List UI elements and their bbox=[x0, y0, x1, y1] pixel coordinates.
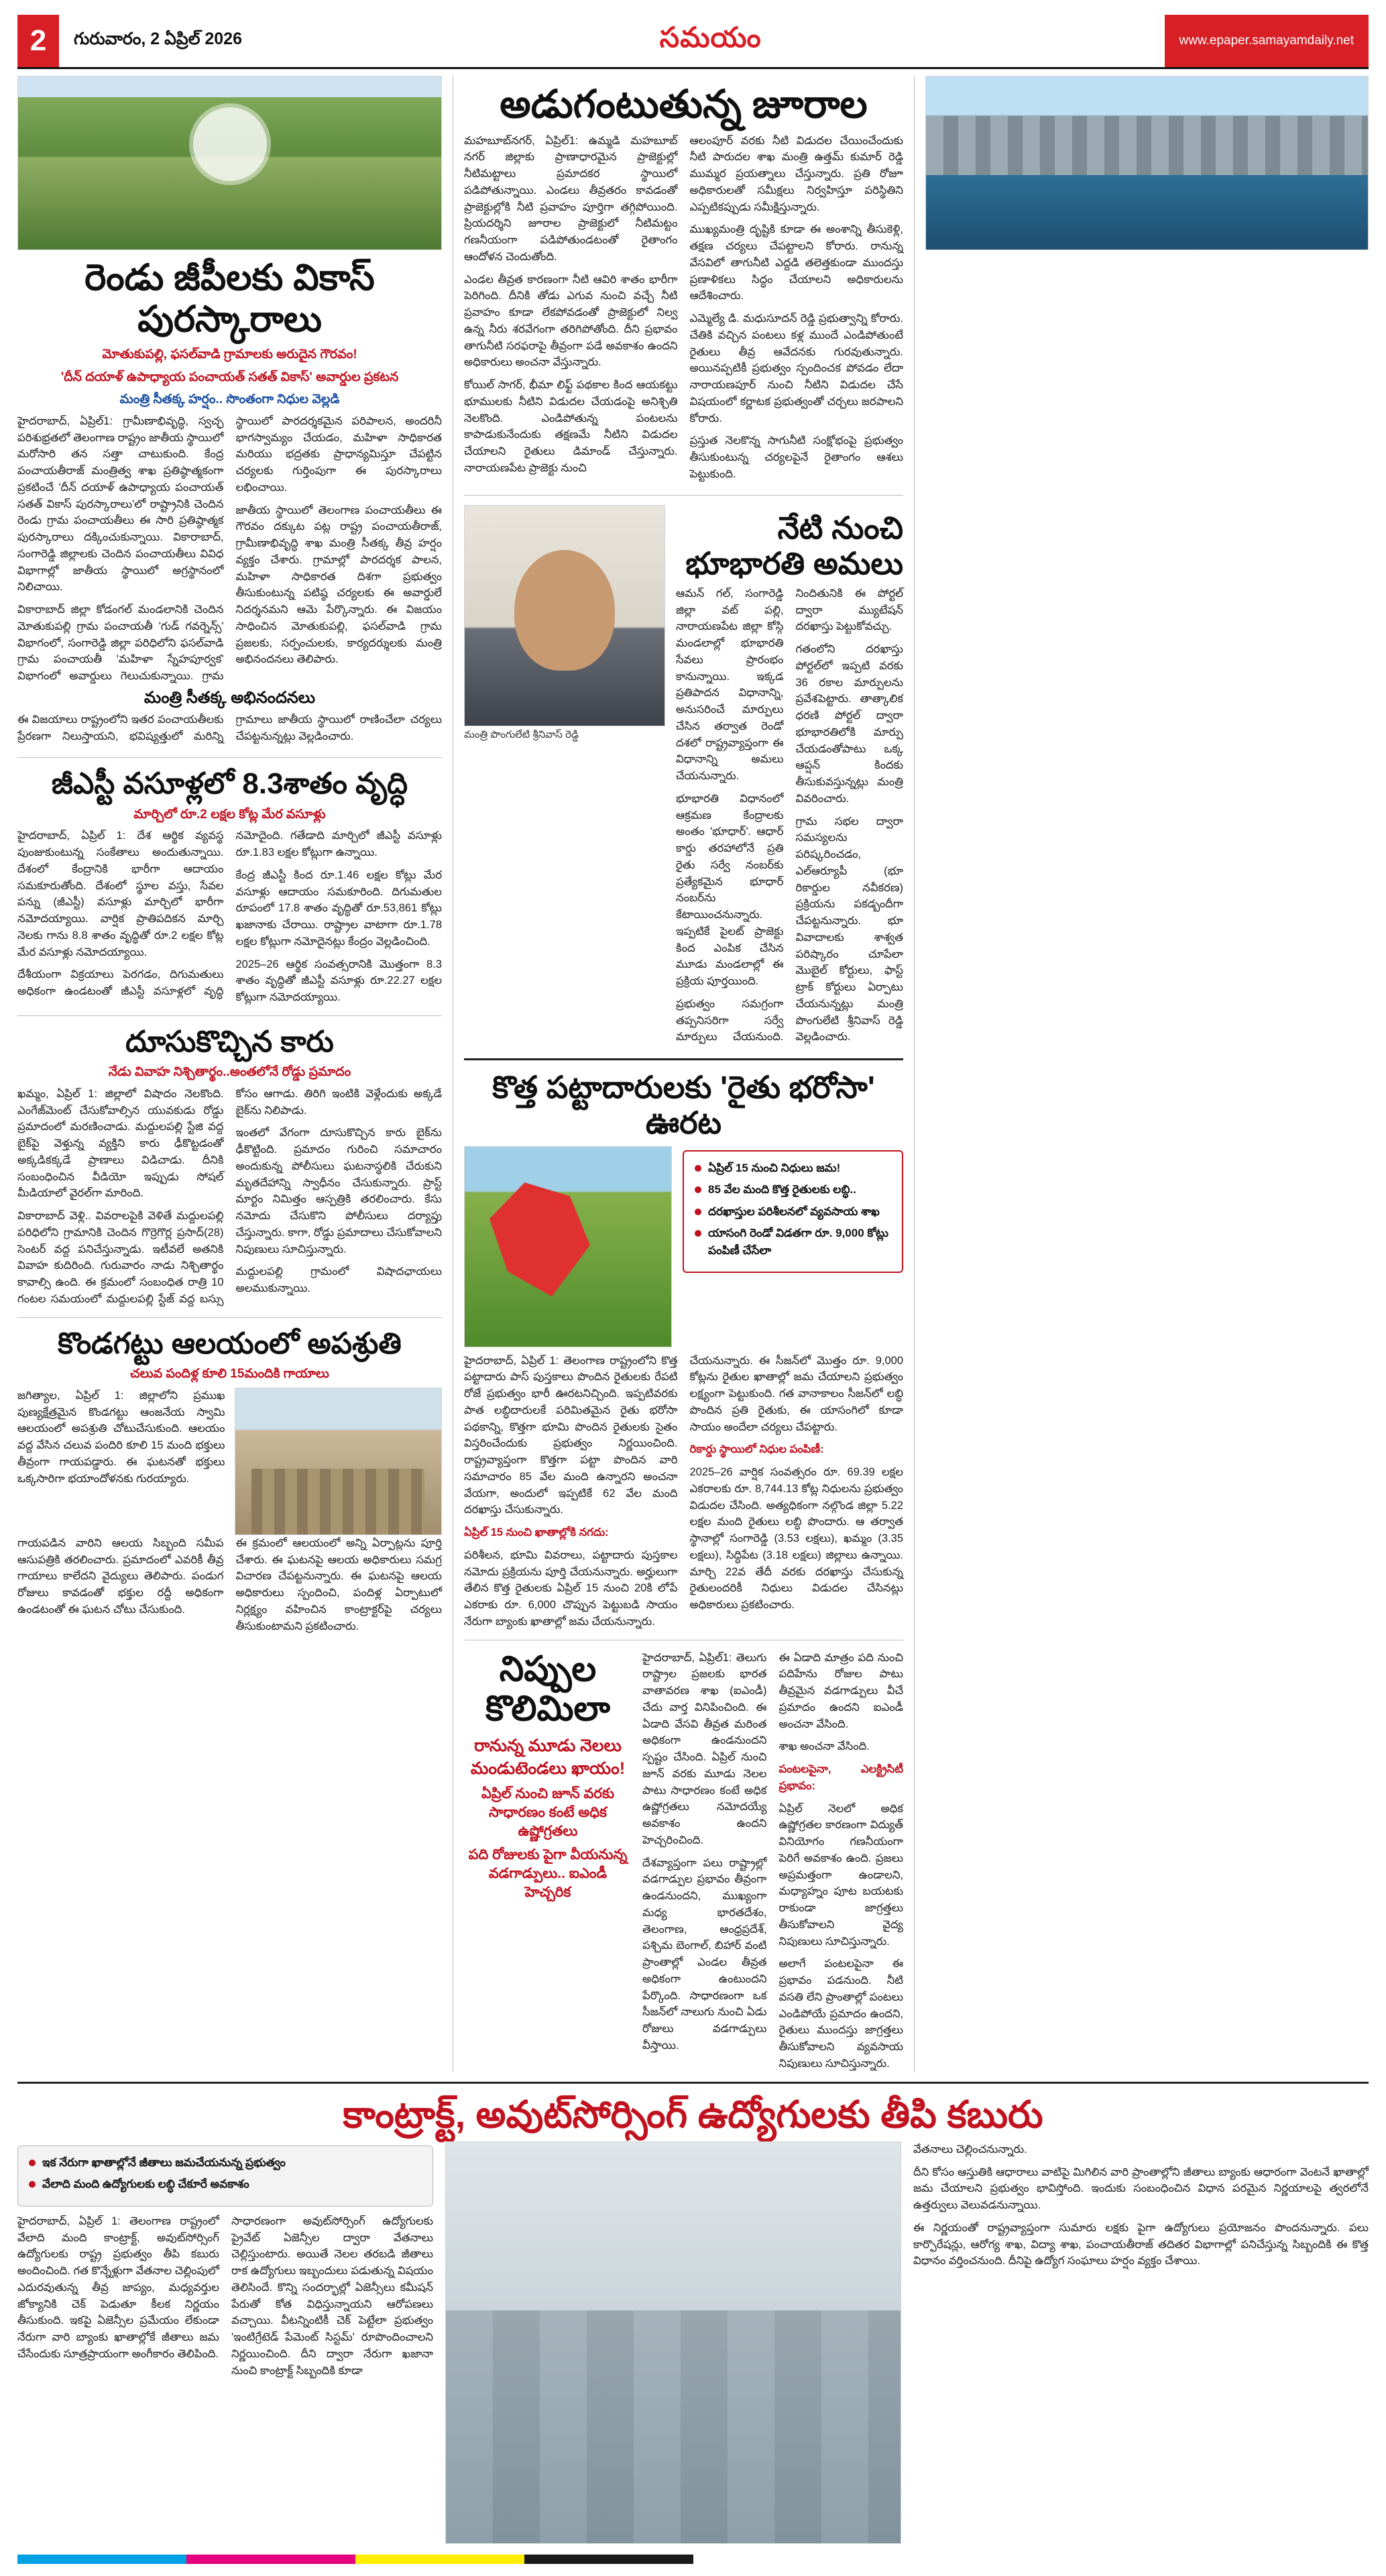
paragraph: గాయపడిన వారిని ఆలయ సిబ్బంది సమీప ఆసుపత్రికి తరలించారు. ప్రమాదంలో ఎవరికీ తీవ్ర గాయాలు కాలేదని వైద్యులు తెలిపారు. పండుగ రోజులు కావడంతో భక్తుల రద్దీ అధికంగా ఉండటంతో ఈ ఘటన చోటు చేసుకుంది. bbox=[17, 1536, 224, 1616]
story-body-contract-left bbox=[17, 2213, 433, 2379]
story-deck-3: పది రోజులకు పైగా వీయనున్న వడగాడ్పులు.. ఐఎండీ హెచ్చరిక bbox=[468, 1846, 628, 1901]
bullet-item: దరఖాస్తుల పరిశీలనలో వ్యవసాయ శాఖ bbox=[693, 1203, 892, 1221]
bullet-item: ఇక నేరుగా ఖాతాల్లోనే జీతాలు జమచేయనున్న ప్రభుత్వం bbox=[27, 2154, 423, 2172]
paragraph: వేతనాలు చెల్లించనున్నారు. bbox=[913, 2143, 1027, 2155]
color-registration-strip bbox=[17, 2555, 1369, 2564]
paragraph: కోయిల్ సాగర్, భీమా లిఫ్ట్ పథకాల కింద ఆయకట్టు భూములకు నీటిని విడుదల చేయడంపై అనిశ్చితి నెలకొంది. ఎండిపోతున్న పంటలను కాపాడుకునేందుకు తక్షణమే నీటిని విడుదల చేయాలని రైతులు డిమాండ్ చేస్తున్నారు. నారాయణపేట ప్రాజెక్టు నుంచి bbox=[464, 379, 678, 474]
story-headline-bhubharati: నేటి నుంచి భూభారతి అమలు bbox=[685, 510, 903, 581]
story-body-rythubharosa bbox=[464, 1353, 903, 1630]
paragraph: ఎండల తీవ్రత కారణంగా నీటి ఆవిరి శాతం భారీగా పెరిగింది. దీనికి తోడు ఎగువ నుంచి వచ్చే నీటి ప్రవాహం కూడా లేకపోవడంతో ప్రాజెక్టులో నిల్వ ఉన్న నీరు శరవేగంగా తరిగిపోతోంది. దీని ప్రభావం తాగునీటి సరఫరాపై తీవ్రంగా పడే అవకాశం ఉందని అధికారులు అంచనా వేస్తున్నారు. bbox=[464, 273, 678, 369]
paragraph: ఆమన్ గల్, సంగారెడ్డి జిల్లా వట్ పల్లి, నారాయణపేట జిల్లా కోస్గి మండలాల్లో భూభారతి సేవలు ప్రారంభం కానున్నాయి. ఇక్కడ ప్రతిపాదన విధానాన్ని, అనుసరించే మార్పులు చేసిన తర్వాత రెండో దశలో రాష్ట్రవ్యాప్తంగా ఈ విధానాన్ని అమలు చేయనున్నారు. bbox=[676, 587, 784, 783]
paragraph: హైదరాబాద్, ఏప్రిల్1: తెలుగు రాష్ట్రాల ప్రజలకు భారత వాతావరణ శాఖ (ఐఎండీ) చేదు వార్త వినిపించింది. ఈ ఏడాది వేసవి తీవ్రత మరింత అధికంగా ఉండనుందని స్పష్టం చేసింది. ఏప్రిల్ నుంచి జూన్ వరకు మూడు నెలల పాటు సాధారణం కంటే అధిక ఉష్ణోగ్రతలు నమోదయ్యే అవకాశం ఉందని హెచ్చరించింది. bbox=[642, 1651, 767, 1846]
paragraph: 2025–26 వార్షిక సంవత్సరం రూ. 69.39 లక్షల ఎకరాలకు రూ. 8,744.13 కోట్ల నిధులను ప్రభుత్వం విడుదల చేసింది. అత్యధికంగా నల్గొండ జిల్లా 5.22 లక్షల మంది రైతులు లబ్ధి పొందారు. ఆ తర్వాత స్థానాల్లో సంగారెడ్డి (3.53 లక్షలు), ఖమ్మం (3.35 లక్షలు), సిద్ధిపేట (3.18 లక్షలు) జిల్లాలు ఉన్నాయి. మార్చి 22వ తేదీ వరకు దరఖాస్తు చేసుకున్న రైతులందరికీ నిధులు విడుదల చేసినట్లు అధికారులు ప్రకటించారు. bbox=[689, 1466, 903, 1611]
page-body bbox=[17, 76, 1369, 2072]
column-left bbox=[17, 76, 453, 2072]
story-body-gp-awards bbox=[17, 413, 442, 685]
story-subhead-temple: చలువ పందిళ్ల కూలి 15మందికి గాయాలు bbox=[130, 1367, 329, 1382]
story-body-jurala bbox=[464, 133, 903, 486]
story-body-temple-cont bbox=[17, 1535, 442, 1635]
paragraph: ప్రస్తుత నెలకొన్న సాగునీటి సంక్షోభంపై ప్రభుత్వం తీసుకుంటున్న చర్యలపైనే రైతాంగం ఆశలు పెట్టుకుంది. bbox=[689, 435, 903, 480]
paragraph: ఈ నిర్ణయంతో రాష్ట్రవ్యాప్తంగా సుమారు లక్షకు పైగా ఉద్యోగులు ప్రయోజనం పొందనున్నారు. పలు కార్పొరేషన్లు, ఆరోగ్య శాఖ, విద్యా శాఖ, పంచాయతీరాజ్ తదితర విభాగాల్లో పనిచేస్తున్న సిబ్బందికి ఈ కొత్త విధానం వర్తించనుంది. దీనిపై ఉద్యోగ సంఘాలు హర్షం వ్యక్తం చేశాయి. bbox=[913, 2221, 1369, 2267]
story-body-gst bbox=[17, 828, 442, 1006]
paragraph: దేశీయంగా విక్రయాలు పెరగడం, దిగుమతులు అధికంగా ఉండటంతో జీఎస్టీ వసూళ్లలో వృద్ధి నమోదైంది. గతేడాది మార్చిలో జీఎస్టీ వసూళ్లు రూ.1.83 లక్షల కోట్లుగా ఉన్నాయి. bbox=[17, 830, 442, 998]
paragraph: ఈ ఏడాది మాత్రం పది నుంచి పదిహేను రోజుల పాటు తీవ్రమైన వడగాడ్పులు వీచే ప్రమాదం ఉందని ఐఎండీ అంచనా వేసింది. bbox=[778, 1651, 903, 1730]
paragraph: అలాగే పంటలపైనా ఈ ప్రభావం పడనుంది. నీటి వసతి లేని ప్రాంతాల్లో పంటలు ఎండిపోయే ప్రమాదం ఉందని, రైతులు ముందస్తు జాగ్రత్తలు తీసుకోవాలని వ్యవసాయ నిపుణులు సూచిస్తున్నారు. bbox=[778, 1958, 903, 2070]
farmers-map-photo bbox=[464, 1146, 672, 1347]
column-right bbox=[915, 76, 1369, 2072]
paragraph: ఈ క్రమంలో ఆలయంలో అన్ని ఏర్పాట్లను పూర్తి చేశారు. ఈ ఘటనపై ఆలయ అధికారులు సమగ్ర విచారణ చేపట్టనున్నారు. ఈ ఘటనపై ఆలయ అధికారులు స్పందించి, పందిళ్ల ఏర్పాటులో నిర్లక్ష్యం వహించిన కాంట్రాక్టర్‌పై చర్యలు తీసుకుంటామని ప్రకటించారు. bbox=[235, 1536, 442, 1632]
story-subhead-gst: మార్చిలో రూ.2 లక్షల కోట్ల మేర వసూళ్లు bbox=[133, 807, 326, 822]
paragraph: ఏప్రిల్ నెలలో అధిక ఉష్ణోగ్రతల కారణంగా విద్యుత్ వినియోగం గణనీయంగా పెరిగే అవకాశం ఉంది. ప్రజలు అప్రమత్తంగా ఉండాలని, మధ్యాహ్నం పూట బయటకు రాకుండా జాగ్రత్తలు తీసుకోవాలని వైద్య నిపుణులు సూచిస్తున్నారు. bbox=[778, 1802, 903, 1948]
story-headline-gp-awards: రెండు జీపీలకు వికాస్ పురస్కారాలు bbox=[84, 258, 375, 340]
photo-caption: మంత్రి పొంగులేటి శ్రీనివాస్ రెడ్డి bbox=[464, 729, 579, 741]
story-headline-jurala: అడుగంటుతున్న జూరాల bbox=[500, 82, 868, 126]
paragraph: 2025–26 ఆర్థిక సంవత్సరానికి మొత్తంగా 8.3 శాతం వృద్ధితో జీఎస్టీ వసూళ్లు రూ.22.27 లక్షల కోట్లుగా నమోదయ్యాయి. bbox=[235, 958, 442, 1004]
paragraph: సాధారణంగా అవుట్‌సోర్సింగ్ ఉద్యోగులకు ప్రైవేట్ ఏజెన్సీల ద్వారా వేతనాలు చెల్లిస్తుంటారు. అయితే నెలల తరబడి జీతాలు రాక ఉద్యోగులు ఇబ్బందులు పడుతున్న విషయం తెలిసిందే. కొన్ని సందర్భాల్లో ఏజెన్సీలు కమీషన్ పేరుతో కోత విధిస్తున్నాయని ఆరోపణలు వచ్చాయి. వీటన్నింటికీ చెక్ పెట్టేలా ప్రభుత్వం 'ఇంటిగ్రేటెడ్ పేమెంట్ సిస్టమ్' రూపొందించాలని నిర్ణయించింది. దీని ద్వారా నేరుగా ఖజానా నుంచి కాంట్రాక్ట్ సిబ్బందికి కూడా bbox=[231, 2215, 433, 2377]
paragraph: మద్దులపల్లి గ్రామంలో విషాదఛాయలు అలముకున్నాయి. bbox=[235, 1266, 442, 1295]
paragraph: ఈ విజయాలు రాష్ట్రంలోని ఇతర పంచాయతీలకు ప్రేరణగా నిలుస్తాయని, భవిష్యత్తులో మరిన్ని గ్రామాలు జాతీయ స్థాయిలో రాణించేలా చర్యలు చేపట్టనున్నట్లు వెల్లడించారు. bbox=[17, 714, 442, 742]
paragraph: హైదరాబాద్, ఏప్రిల్ 1: దేశ ఆర్థిక వ్యవస్థ పుంజుకుంటున్న సంకేతాలు అందుతున్నాయి. దేశంలో కేంద్రానికి భారీగా ఆదాయం సమకూరుతోంది. దేశంలో స్థూల వస్తు, సేవల పన్ను (జీఎస్టీ) వసూళ్లు మార్చిలో భారీగా నమోదయ్యాయి. వార్షిక ప్రాతిపదికన మార్చి నెలకు గాను 8.8 శాతం వృద్ధితో రూ.2 లక్షల కోట్ల మేర వసూళ్లు నమోదయ్యాయి. bbox=[17, 830, 224, 958]
highlights-box-rythubharosa bbox=[683, 1150, 903, 1274]
office-workers-photo bbox=[445, 2141, 901, 2544]
paragraph: పరిశీలన, భూమి వివరాలు, పట్టాదారు పుస్తకాల నమోదు ప్రక్రియను పూర్తి చేయనున్నారు. అర్హులుగా తేలిన కొత్త రైతులకు ఏప్రిల్ 15 నుంచి 20కి లోపే ఎకరాకు రూ. 6,000 చొప్పున పెట్టుబడి సాయం నేరుగా బ్యాంకు ఖాతాల్లో జమ చేయనున్నారు. bbox=[464, 1549, 678, 1628]
newspaper-page bbox=[0, 15, 1386, 2576]
story-deck-1: రానున్న మూడు నెలలు మండుటెండలు ఖాయం! bbox=[470, 1736, 626, 1778]
paragraph: హైదరాబాద్, ఏప్రిల్ 1: తెలంగాణ రాష్ట్రంలోని కొత్త పట్టాదారు పాస్ పుస్తకాలు పొందిన రైతులకు రేపటి రోజే ప్రభుత్వం భారీ ఊరటనిచ్చింది. ఇప్పటివరకు పాత లబ్ధిదారులకే పరిమితమైన రైతు భరోసా పథకాన్ని, కొత్తగా భూమి పొందిన రైతులకు సైతం విస్తరించేందుకు ప్రభుత్వం నిర్ణయించింది. రాష్ట్రవ్యాప్తంగా కొత్తగా పట్టా పొందిన వారి సమాచారం 85 వేల మంది ఉన్నారని అంచనా వేయగా, అందులో ఇప్పటికే 62 వేల మంది దరఖాస్తు చేసుకున్నారు. bbox=[464, 1354, 678, 1516]
story-deck-2: ఏప్రిల్ నుంచి జూన్ వరకు సాధారణం కంటే అధిక ఉష్ణోగ్రతలు bbox=[481, 1785, 615, 1840]
bullet-item: ఏప్రిల్ 15 నుంచి నిధులు జమ! bbox=[693, 1160, 892, 1177]
story-subhead-car: నేడు వివాహ నిశ్చితార్థం..అంతలోనే రోడ్డు ప్రమాదం bbox=[108, 1065, 351, 1080]
paragraph: ఇంతలో వేగంగా దూసుకొచ్చిన కారు బైక్‌ను ఢీకొట్టింది. ప్రమాదం గురించి సమాచారం అందుకున్న పోలీసులు ఘటనాస్థలికి చేరుకుని మృతదేహాన్ని స్వాధీనం చేసుకున్నారు. ప్రాస్ట్ మార్టం నిమిత్తం ఆస్పత్రికి తరలించారు. కేసు నమోదు చేసుకొని పోలీసులు దర్యాప్తు చేస్తున్నారు. కాగా, రోడ్డు ప్రమాదాలు చేసుకోవాలని నిపుణులు సూచిస్తున్నారు. bbox=[235, 1127, 442, 1255]
highlights-box-contract bbox=[17, 2145, 433, 2206]
story-headline-rythubharosa: కొత్త పట్టాదారులకు 'రైతు భరోసా' ఊరట bbox=[492, 1069, 875, 1140]
publication-title: సమయం bbox=[659, 21, 762, 53]
paragraph: జాతీయ స్థాయిలో తెలంగాణ పంచాయతీలు ఈ గౌరవం దక్కుట పట్ల రాష్ట్ర పంచాయతీరాజ్, గ్రామీణాభివృద్ధి శాఖ మంత్రి సీతక్క తీవ్ర హర్షం వ్యక్తం చేశారు. గ్రామాల్లో పారదర్శక పాలన, మహిళా సాధికారత దిశగా ప్రభుత్వం తీసుకుంటున్న పటిష్ఠ చర్యలకు ఈ అవార్డులే నిదర్శనమని ఆమె పేర్కొన్నారు. ఈ విజయం సాధించిన మోతుకుపల్లి, ఫసల్‌వాడి గ్రామ ప్రజలకు, సర్పంచులకు, కార్యదర్శులకు మంత్రి అభినందనలు తెలిపారు. bbox=[235, 504, 442, 666]
paragraph: చేయనున్నారు. ఈ సీజన్‌లో మొత్తం రూ. 9,000 కోట్లను రైతుల ఖాతాల్లో జమ చేయాలని ప్రభుత్వం లక్ష్యంగా పెట్టుకుంది. గత వానాకాలం సీజన్‌లో లబ్ధి పొందిన ప్రతి రైతుకు, ఈ యాసంగిలో కూడా సాయం అందేలా చర్యలు చేపట్టారు. bbox=[689, 1354, 903, 1433]
paragraph: ఆలంపూర్ వరకు నీటి విడుదల చేయించేందుకు నీటి పారుదల శాఖ మంత్రి ఉత్తమ్ కుమార్ రెడ్డి ముమ్మర ప్రయత్నాలు చేస్తున్నారు. ప్రతి రోజూ అధికారులతో సమీక్షలు నిర్వహిస్తూ పరిస్థితిని ఎప్పటికప్పుడు సమీక్షిస్తున్నారు. bbox=[689, 134, 903, 213]
paragraph: భూభారతి విధానంలో ఆక్రమణ కేంద్రాలకు అంతం 'భూధార్'. ఆధార్ కార్డు తరహాలోనే ప్రతి రైతు సర్వే నంబర్‌కు ప్రత్యేకమైన భూధార్ నంబర్‌ను కేటాయించనున్నారు. ఇప్పటికే పైలట్ ప్రాజెక్టు కింద ఎంపిక చేసిన మూడు మండలాల్లో ఈ ప్రక్రియ పూర్తయింది. bbox=[676, 792, 784, 988]
paragraph: దీని కోసం ఆస్తుతికి ఆధారాలు వాటిపై మిగిలిన వారి ప్రాంతాల్లోని జీతాలు బ్యాంకు ఆధారంగా వెంటనే ఖాతాల్లో జమ చేయాలని ప్రభుత్వం భావిస్తోంది. ఇందుకు సంబంధించిన విధాన పరమైన నిర్ణయాలపై త్వరలోనే ఉత్తర్వులు వెలువడనున్నాయి. bbox=[913, 2166, 1369, 2212]
crosshead: పంటలపైనా, ఎలక్ట్రిసిటీ ప్రభావం: bbox=[778, 1763, 903, 1792]
bullet-item: 85 వేల మంది కొత్త రైతులకు లబ్ధి.. bbox=[693, 1181, 892, 1198]
story-headline-contract-jobs: కాంట్రాక్ట్, అవుట్‌సోర్సింగ్ ఉద్యోగులకు తీపి కబురు bbox=[343, 2092, 1043, 2135]
paragraph: ముఖ్యమంత్రి దృష్టికి కూడా ఈ అంశాన్ని తీసుకెళ్లి, తక్షణ చర్యలు చేపట్టాలని కోరారు. రానున్న వేసవిలో తాగునీటి ఎద్దడి తలెత్తకుండా ముందస్తు ప్రణాళికలు సిద్ధం చేయాలని అధికారులను ఆదేశించారు. bbox=[689, 223, 903, 302]
paragraph: వికారాబాద్ వెళ్లి.. వివరాలపైకి వెళితే మద్దులపల్లి పరిధిలోని గ్రామానికి చెందిన గొర్రెగొర్ల ప్రసాద్(28) సెంటర్ వద్ద పనిచేస్తున్నాడు. ఇటీవలే అతనికి వివాహ కుదిరింది. గురువారం నాడు నిశ్చితార్థం కావాల్సి ఉంది. ఈ క్రమంలో సంబంధిత రాత్రి 10 గంటల సమయంలో మద్దులపల్లి స్టేజ్ వద్ద బస్సు కోసం ఆగాడు. తిరిగి ఇంటికి వెళ్లేందుకు అక్కడే బైక్‌ను నిలిపాడు. bbox=[17, 1087, 442, 1305]
story-subhead-3: మంత్రి సీతక్క హర్షం.. సొంతంగా నిధుల వెల్లడి bbox=[119, 392, 340, 407]
paragraph: గ్రామ సభల ద్వారా సమస్యలను పరిష్కరించడం, ఎల్ఆర్యూపీ (భూ రికార్డుల నవీకరణ) ప్రక్రియను పకడ్బందీగా చేపట్టనున్నారు. భూ వివాదాలకు శాశ్వత పరిష్కారం చూపేలా మొబైల్ కోర్టులు, ఫాస్ట్ ట్రాక్ కోర్టులు ఏర్పాటు చేయనున్నట్లు మంత్రి పొంగులేటి శ్రీనివాస్ రెడ్డి వెల్లడించారు. bbox=[795, 815, 903, 1044]
bullet-item: వేలాది మంది ఉద్యోగులకు లబ్ధి చేకూరే అవకాశం bbox=[27, 2176, 423, 2193]
story-headline-temple: కొండగట్టు ఆలయంలో అపశ్రుతి bbox=[58, 1327, 402, 1360]
story-body-gp-awards-cont bbox=[17, 712, 442, 748]
story-subhead-1: మోతుకుపల్లి, ఫసల్‌వాడి గ్రామాలకు అరుదైన గౌరవం! bbox=[102, 347, 357, 362]
publication-date: గురువారం, 2 ఏప్రిల్ 2026 bbox=[74, 29, 242, 48]
village-aerial-photo bbox=[17, 76, 442, 250]
crosshead: ఏప్రిల్ 15 నుంచి ఖాతాల్లోకి నగదు: bbox=[464, 1526, 609, 1538]
paragraph: హైదరాబాద్, ఏప్రిల్1: గ్రామీణాభివృద్ధి, స్వచ్ఛ పరిశుభ్రతలో తెలంగాణ రాష్ట్రం జాతీయ స్థాయిలో మరోసారి తన సత్తా చాటుకుంది. కేంద్ర పంచాయతీరాజ్ మంత్రిత్వ శాఖ ప్రతిష్ఠాత్మకంగా ప్రకటించే 'దీన్ దయాళ్ ఉపాధ్యాయ పంచాయత్ సతత్ వికాస్ పురస్కారాలు'లో రాష్ట్రానికి చెందిన రెండు గ్రామ పంచాయతీలు ఈ సారి ప్రతిష్ఠాత్మక పురస్కారాలు దక్కించుకున్నాయి. వికారాబాద్, సంగారెడ్డి జిల్లాలకు చెందిన పంచాయతీలు వివిధ విభాగాల్లో జాతీయ స్థాయిలో అగ్రస్థానంలో నిలిచాయి. bbox=[17, 414, 224, 594]
paragraph: కేంద్ర జీఎస్టీ కింద రూ.1.46 లక్షల కోట్లు మేర వసూళ్లు ఆదాయం సమకూరింది. దిగుమతుల రూపంలో 17.8 శాతం వృద్ధితో రూ.53,861 కోట్లు ఖజానాకు చేరాయి. రాష్ట్రాల వాటాగా రూ.1.78 లక్షల కోట్లుగా నమోదైనట్లు కేంద్రం వెల్లడించింది. bbox=[235, 869, 442, 948]
paragraph: ఎమ్మెల్యే డి. మధుసూదన్ రెడ్డి ప్రభుత్వాన్ని కోరారు. చేతికి వచ్చిన పంటలు కళ్ల ముందే ఎండిపోతుంటే రైతులు తీవ్ర ఆవేదనకు గురవుతున్నారు. అయినప్పటికీ ప్రభుత్వం స్పందించక పోవడం లేదా నారాయణపూర్ నుంచి నీటిని విడుదల చేసే విషయంలో కర్ణాటక ప్రభుత్వంతో చర్చలు జరపాలని కోరారు. bbox=[689, 313, 903, 425]
temple-photo bbox=[235, 1388, 443, 1535]
story-body-car bbox=[17, 1086, 442, 1308]
story-headline-car: దూసుకొచ్చిన కారు bbox=[125, 1025, 334, 1058]
story-headline-gst: జీఎస్టీ వసూళ్లలో 8.3శాతం వృద్ధి bbox=[51, 767, 408, 801]
crosshead: రికార్డు స్థాయిలో నిధుల పంపిణీ: bbox=[689, 1443, 824, 1456]
paragraph: హైదరాబాద్, ఏప్రిల్ 1: తెలంగాణ రాష్ట్రంలో వేలాది మంది కాంట్రాక్ట్, అవుట్‌సోర్సింగ్ ఉద్యోగులకు రాష్ట్ర ప్రభుత్వం తీపి కబురు అందించింది. గత కొన్నేళ్లుగా వేతనాల చెల్లింపులో ఎదురవుతున్న తీవ్ర జాప్యం, మధ్యవర్తుల జోక్యానికి చెక్ పెడుతూ కీలక నిర్ణయం తీసుకుంది. ఇకపై ఏజెన్సీల ప్రమేయం లేకుండా నేరుగా వారి బ్యాంకు ఖాతాల్లోకే జీతాలు జమ చేసేందుకు సూత్రప్రాయంగా అంగీకారం తెలిపింది. bbox=[17, 2215, 219, 2360]
paragraph: గతంలోని దరఖాస్తు పోర్టల్‌లో ఇప్పటి వరకు 36 రకాల మార్పులను ప్రవేశపెట్టారు. తాత్కాలిక ధరణి పోర్టల్ ద్వారా భూభారతిలోకి మార్పు చేయడంతోపాటు ఒక్క ఆప్షన్ కిందకు తీసుకువస్తున్నట్లు మంత్రి వివరించారు. bbox=[795, 643, 903, 805]
story-crosshead: మంత్రి సీతక్క అభినందనలు bbox=[143, 688, 316, 707]
minister-portrait-photo bbox=[464, 505, 665, 726]
bullet-item: యాసంగి రెండో విడతగా రూ. 9,000 కోట్లు పంపిణీ చేసేలా bbox=[693, 1225, 892, 1259]
paragraph: ఖమ్మం, ఏప్రిల్ 1: జిల్లాలో విషాదం నెలకొంది. ఎంగేజ్‌మెంట్ చేసుకోవాల్సిన యువకుడు రోడ్డు ప్రమాదంలో మరణించాడు. మద్దులపల్లి స్టేజి వద్ద బైక్‌పై వెళ్తున్న వ్యక్తిని కారు ఢీకొట్టడంతో అక్కడికక్కడే ప్రాణాలు విడిచాడు. దీనికి సంబంధించిన వీడియో ఇప్పుడు సోషల్ మీడియాలో వైరల్‌గా మారింది. bbox=[17, 1087, 224, 1200]
story-headline-heatwave: నిప్పుల కొలిమిలా bbox=[485, 1649, 610, 1729]
paragraph: శాఖ అంచనా వేసింది. bbox=[778, 1740, 870, 1753]
paragraph: మహబూబ్‌నగర్, ఏప్రిల్1: ఉమ్మడి మహబూబ్ నగర్ జిల్లాకు ప్రాణాధారమైన ప్రాజెక్టుల్లో నీటిమట్టాలు ప్రమాదకర స్థాయిలో పడిపోతున్నాయి. ఎండలు తీవ్రతరం కావడంతో ప్రాజెక్టుల్లోకి నీటి ప్రవాహం పూర్తిగా తగ్గిపోయింది. ప్రియదర్శిని జూరాల ప్రాజెక్టులో నీటిమట్టం గణనీయంగా పడిపోతుండటంతో రైతాంగం ఆందోళన చెందుతోంది. bbox=[464, 134, 678, 263]
story-body-bhubharati bbox=[676, 585, 903, 1049]
story-subhead-2: 'దీన్ దయాళ్ ఉపాధ్యాయ పంచాయత్ సతత్ వికాస్' అవార్డుల ప్రకటన bbox=[60, 370, 399, 384]
masthead bbox=[17, 15, 1369, 69]
paragraph: జగిత్యాల, ఏప్రిల్ 1: జిల్లాలోని ప్రముఖ పుణ్యక్షేత్రమైన కొండగట్టు ఆంజనేయ స్వామి ఆలయంలో అపశ్రుతి చోటుచేసుకుంది. ఆలయం వద్ద వేసిన చలువ పందిరి కూలి 15 మంది భక్తులు తీవ్రంగా గాయపడ్డారు. ఈ ఘటనతో భక్తులు ఒక్కసారిగా భయాందోళనకు గురయ్యారు. bbox=[17, 1389, 225, 1485]
story-body-heatwave bbox=[642, 1650, 903, 2072]
dam-photo bbox=[925, 76, 1369, 250]
page-number: 2 bbox=[17, 15, 59, 67]
website-url[interactable]: www.epaper.samayamdaily.net bbox=[1165, 15, 1369, 67]
paragraph: దేశవ్యాప్తంగా పలు రాష్ట్రాల్లో వడగాడ్పుల ప్రభావం తీవ్రంగా ఉండనుందని, ముఖ్యంగా మధ్య భారతదేశం, తెలంగాణ, ఆంధ్రప్రదేశ్, పశ్చిమ బెంగాల్, బిహార్ వంటి ప్రాంతాల్లో ఎండల తీవ్రత అధికంగా ఉంటుందని పేర్కొంది. సాధారణంగా ఒక సీజన్‌లో నాలుగు నుంచి ఏడు రోజులు వడగాడ్పులు వీస్తాయి. bbox=[642, 1856, 767, 2052]
paragraph: ప్రభుత్వం సమగ్రంగా తప్పనిసరిగా సర్వే మార్పులు చేయనుంది. నిందితునికి ఈ పోర్టల్ ద్వారా మ్యుటేషన్ దరఖాస్తు పెట్టుకోవచ్చు. bbox=[676, 587, 903, 1044]
paragraph: వికారాబాద్ జిల్లా కోడంగల్ మండలానికి చెందిన మోతుకుపల్లి గ్రామ పంచాయతీ 'గుడ్ గవర్నెన్స్' విభాగంలో, సంగారెడ్డి జిల్లా పరిధిలోని ఫసల్‌వాడి గ్రామ పంచాయతీ 'మహిళా స్నేహపూర్వక' విభాగంలో అవార్డులు గెలుచుకున్నాయి. గ్రామ స్థాయిలో పారదర్శకమైన పరిపాలన, అందరినీ భాగస్వామ్యం చేయడం, మహిళా సాధికారత మరియు భద్రతకు ప్రాధాన్యమిస్తూ చేపట్టిన చర్యలకు గుర్తింపుగా ఈ పురస్కారాలు లభించాయి. bbox=[17, 414, 442, 683]
column-middle bbox=[453, 76, 915, 2072]
